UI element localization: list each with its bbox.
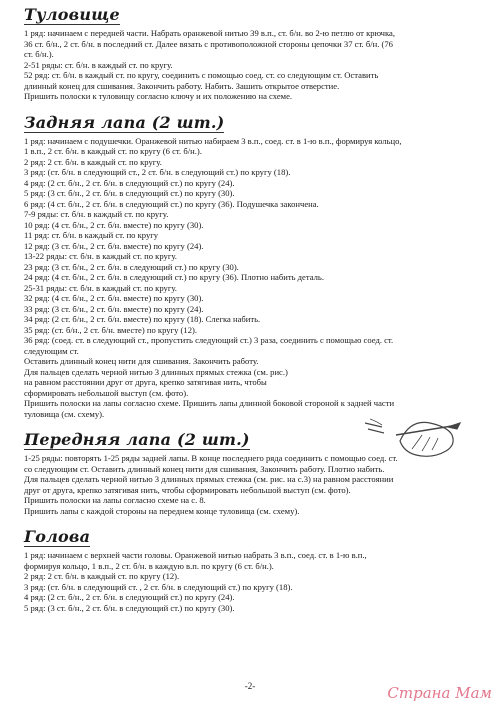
text-line: Пришить полоски на лапы согласно схеме. Пришить лапы длинной боковой стороной к задней части xyxy=(24,398,395,408)
section-text xyxy=(24,550,476,613)
text-line: 52 ряд: ст. б/н. в каждый ст. по кругу, соединить с помощью соед. ст. со следующим ст. Оставить xyxy=(24,70,379,80)
text-line: 2 ряд: 2 ст. б/н. в каждый ст. по кругу (12). xyxy=(24,571,180,581)
text-line: ст. б/н.). xyxy=(24,49,54,59)
section-title: Передняя лапа (2 шт.) xyxy=(24,430,250,449)
text-line: Для пальцев сделать черной нитью 3 длинных прямых стежка (см. рис. на с.3) на равном расстоянии xyxy=(24,474,394,484)
text-line: 32 ряд: (4 ст. б/н., 2 ст. б/н. вместе) по кругу (30). xyxy=(24,293,204,303)
text-line: 4 ряд: (2 ст. б/н., 2 ст. б/н. в следующий ст.) по кругу (24). xyxy=(24,177,235,188)
text-line: 1 ряд: начинаем с подушечки. Оранжевой нитью набираем 3 в.п., соед. ст. в 1-ю в.п., формируя кольцо, xyxy=(24,135,402,146)
section-title: Туловище xyxy=(24,5,120,24)
text-line: 36 ряд: (соед. ст. в следующий ст., пропустить следующий ст.) 3 раза, соединить с помощью соед. ст. xyxy=(24,335,394,345)
section-hind-paw xyxy=(24,110,476,420)
text-line: 4 ряд: (2 ст. б/н., 2 ст. б/н. в следующий ст.) по кругу (24). xyxy=(24,592,235,602)
text-line: 1 ряд: начинаем с передней части. Набрать оранжевой нитью 39 в.п., ст. б/н. во 2-ю петлю от крючка, xyxy=(24,28,395,38)
text-line: 33 ряд: (3 ст. б/н., 2 ст. б/н. вместе) по кругу (24). xyxy=(24,303,204,314)
section-text xyxy=(24,28,476,102)
section-text xyxy=(24,136,476,420)
text-line: Для пальцев сделать черной нитью 3 длинных прямых стежка (см. рис.) xyxy=(24,366,288,377)
section-title: Задняя лапа (2 шт.) xyxy=(24,112,225,132)
text-line: на равном расстоянии друг от друга, крепко затягивая нить, чтобы xyxy=(24,377,267,387)
page-number: -2- xyxy=(244,681,256,691)
text-line: длинный конец для сшивания. Закончить работу. Набить. Зашить открытое отверстие. xyxy=(24,80,340,91)
text-line: 11 ряд: ст. б/н. в каждый ст. по кругу xyxy=(24,230,159,240)
section-head xyxy=(24,524,476,613)
text-line: Пришить полоски к туловищу согласно ключу и их положению на схеме. xyxy=(24,91,293,101)
text-line: формируя кольцо, 1 в.п., 2 ст. б/н. в каждую в.п. по кругу (6 ст. б/н.). xyxy=(24,560,274,571)
text-line: 12 ряд: (3 ст. б/н., 2 ст. б/н. вместе) по кругу (24). xyxy=(24,240,204,251)
text-line: 36 ст. б/н., 2 ст. б/н. в последний ст. Далее вязать с противоположной стороны цепочки 37 ст. б/н. (76 xyxy=(24,38,393,49)
text-line: 5 ряд: (3 ст. б/н., 2 ст. б/н. в следующий ст.) по кругу (30). xyxy=(24,188,235,198)
text-line: 23 ряд: (3 ст. б/н., 2 ст. б/н. в следующий ст.) по кругу (30). xyxy=(24,261,239,272)
text-line: 5 ряд: (3 ст. б/н., 2 ст. б/н. в следующий ст.) по кругу (30). xyxy=(24,602,235,613)
text-line: со следующим ст. Оставить длинный конец нити для сшивания, Закончить работу. Плотно набить. xyxy=(24,463,385,474)
text-line: следующим ст. xyxy=(24,345,79,356)
text-line: сформировать небольшой выступ (см. фото). xyxy=(24,387,189,398)
text-line: 25-31 ряды: ст. б/н. в каждый ст. по кругу. xyxy=(24,282,177,293)
text-line: 1 в.п., 2 ст. б/н. в каждый ст. по кругу (6 ст. б/н.). xyxy=(24,146,202,156)
text-line: 10 ряд: (4 ст. б/н., 2 ст. б/н. вместе) по кругу (30). xyxy=(24,219,204,230)
text-line: 2 ряд: 2 ст. б/н. в каждый ст. по кругу. xyxy=(24,156,162,167)
text-line: 2-51 ряды: ст. б/н. в каждый ст. по кругу. xyxy=(24,59,173,70)
text-line: 6 ряд: (4 ст. б/н., 2 ст. б/н. в следующий ст.) по кругу (36). Подушечка закончена. xyxy=(24,198,319,209)
section-body xyxy=(24,0,476,102)
toe-stitch-illustration xyxy=(360,403,470,463)
text-line: 1 ряд: начинаем с верхней части головы. Оранжевой нитью набрать 3 в.п., соед. ст. в 1-ю в.п., xyxy=(24,550,367,560)
text-line: 3 ряд: (ст. б/н. в следующий ст., 2 ст. б/н. в следующий ст.) по кругу (18). xyxy=(24,167,291,177)
text-line: друг от друга, крепко затягивая нить, чтобы сформировать небольшой выступ (см. фото). xyxy=(24,484,351,495)
text-line: 34 ряд: (2 ст. б/н., 2 ст. б/н. вместе) по кругу (18). Слегка набить. xyxy=(24,314,261,324)
watermark-logo: Страна Мам xyxy=(387,684,492,702)
text-line: 7-9 ряды: ст. б/н. в каждый ст. по кругу. xyxy=(24,209,169,219)
text-line: Оставить длинный конец нити для сшивания. Закончить работу. xyxy=(24,356,259,366)
text-line: 13-22 ряды: ст. б/н. в каждый ст. по кругу. xyxy=(24,251,177,261)
text-line: Пришить лапы с каждой стороны на переднем конце туловища (см. схему). xyxy=(24,505,300,516)
text-line: 24 ряд: (4 ст. б/н., 2 ст. б/н. в следующий ст.) по кругу (36). Плотно набить деталь. xyxy=(24,272,324,282)
text-line: туловища (см. схему). xyxy=(24,408,105,419)
section-title: Голова xyxy=(24,527,91,546)
text-line: 1-25 ряды: повторять 1-25 ряды задней лапы. В конце последнего ряда соединить с помощью соед. ст. xyxy=(24,453,398,463)
text-line: 3 ряд: (ст. б/н. в следующий ст. , 2 ст. б/н. в следующий ст.) по кругу (18). xyxy=(24,581,293,592)
text-line: 35 ряд: (ст. б/н., 2 ст. б/н. вместе) по кругу (12). xyxy=(24,324,198,335)
text-line: Пришить полоски на лапы согласно схеме на с. 8. xyxy=(24,495,206,505)
